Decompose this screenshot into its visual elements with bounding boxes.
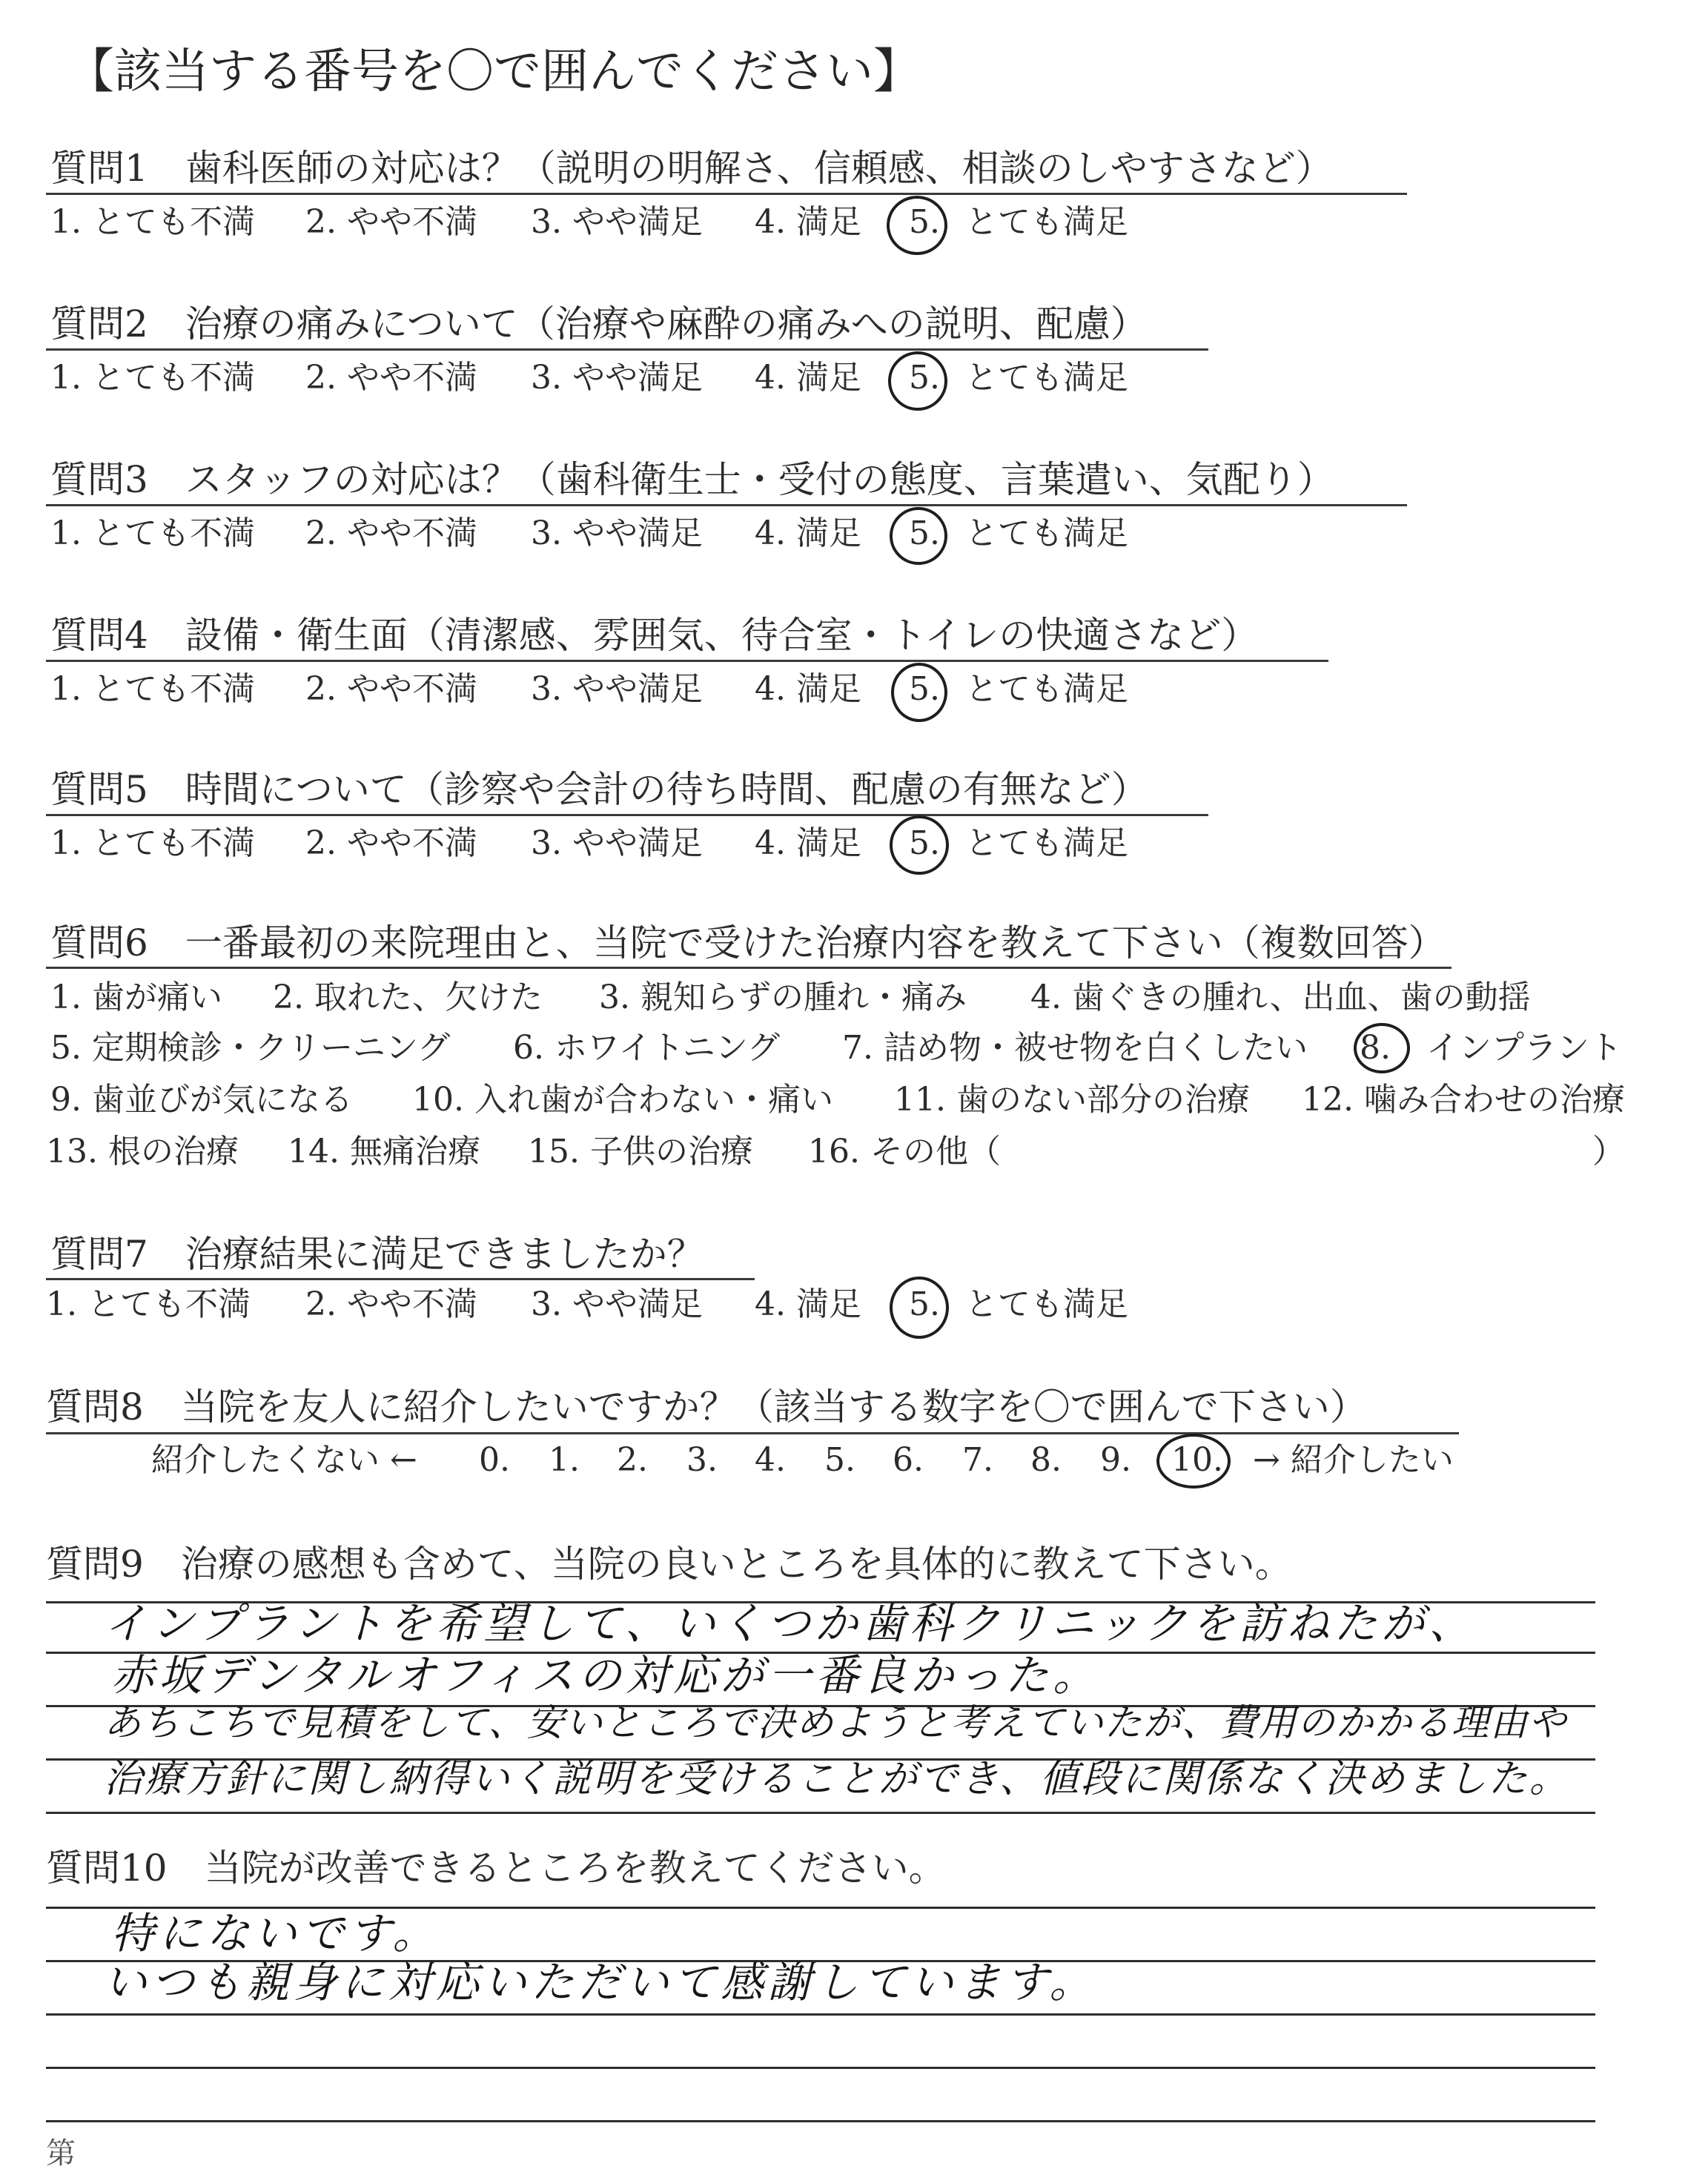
q3-option-3: 3. やや満足 — [531, 514, 703, 552]
q6-option-13: 13. 根の治療 — [46, 1133, 239, 1171]
q8-scale-9: 9. — [1100, 1441, 1131, 1479]
question-9-title: 質問9 治療の感想も含めて、当院の良いところを具体的に教えて下さい。 — [46, 1543, 1292, 1586]
q7-option-5: 5. — [909, 1285, 940, 1323]
question-10-title: 質問10 当院が改善できるところを教えてください。 — [46, 1847, 946, 1890]
question-3-underline — [46, 504, 1407, 506]
q6-option-1: 1. 歯が痛い — [50, 979, 222, 1016]
question-1-underline — [46, 193, 1407, 195]
q6-selection-circle — [1354, 1023, 1410, 1073]
question-7-title: 質問7 治療結果に満足できましたか？ — [50, 1233, 704, 1276]
question-6-title: 質問6 一番最初の来院理由と、当院で受けた治療内容を教えて下さい（複数回答） — [50, 921, 1446, 964]
q7-selection-circle — [890, 1277, 949, 1339]
question-7-underline — [46, 1278, 755, 1280]
q4-option-1: 1. とても不満 — [50, 670, 255, 708]
q2-option-3: 3. やや満足 — [531, 359, 703, 397]
q5-selection-circle — [890, 815, 949, 875]
q3-selection-circle — [890, 507, 947, 565]
q8-selection-circle — [1156, 1434, 1231, 1489]
q4-option-5-label: とても満足 — [965, 670, 1128, 708]
q1-option-5-label: とても満足 — [965, 203, 1128, 241]
q3-option-5-label: とても満足 — [965, 514, 1128, 552]
q8-scale-1: 1. — [549, 1441, 580, 1479]
question-5-underline — [46, 814, 1208, 816]
question-4-title: 質問4 設備・衛生面（清潔感、雰囲気、待合室・トイレの快適さなど） — [50, 614, 1259, 657]
q8-scale-0: 0. — [479, 1441, 510, 1479]
q8-scale-7: 7. — [962, 1441, 993, 1479]
q6-option-10: 10. 入れ歯が合わない・痛い — [412, 1081, 833, 1119]
q6-option-16: 16. その他（ — [808, 1133, 1001, 1171]
q10-answer-line-1: 特にないです。 — [111, 1908, 440, 1959]
q6-option-8-label: インプラント — [1426, 1029, 1622, 1067]
q1-option-4: 4. 満足 — [755, 203, 861, 241]
q2-option-4: 4. 満足 — [755, 359, 861, 397]
q2-option-5-label: とても満足 — [965, 359, 1128, 397]
q8-scale-8: 8. — [1030, 1441, 1062, 1479]
q6-option-16-close-paren: ） — [1592, 1133, 1625, 1171]
q5-option-5-label: とても満足 — [965, 824, 1128, 862]
footer-fragment: 第 — [46, 2136, 76, 2171]
q8-scale-10: 10. — [1171, 1441, 1223, 1479]
q6-option-5: 5. 定期検診・クリーニング — [50, 1029, 451, 1067]
q6-option-14: 14. 無痛治療 — [288, 1133, 480, 1171]
q3-option-4: 4. 満足 — [755, 514, 861, 552]
q5-option-2: 2. やや不満 — [305, 824, 477, 862]
q3-option-1: 1. とても不満 — [50, 514, 255, 552]
q7-option-4: 4. 満足 — [755, 1285, 861, 1323]
q8-scale-4: 4. — [755, 1441, 786, 1479]
q6-option-12: 12. 噛み合わせの治療 — [1302, 1081, 1625, 1119]
q7-option-3: 3. やや満足 — [531, 1285, 703, 1323]
q7-option-2: 2. やや不満 — [305, 1285, 477, 1323]
q3-option-2: 2. やや不満 — [305, 514, 477, 552]
q2-option-2: 2. やや不満 — [305, 359, 477, 397]
q1-option-5: 5. — [909, 203, 940, 241]
question-8-title: 質問8 当院を友人に紹介したいですか？（該当する数字を〇で囲んで下さい） — [46, 1385, 1367, 1428]
q4-option-5: 5. — [909, 670, 940, 708]
q6-option-3: 3. 親知らずの腫れ・痛み — [599, 979, 967, 1016]
q2-selection-circle — [888, 351, 947, 411]
q5-option-1: 1. とても不満 — [50, 824, 255, 862]
question-1-title: 質問1 歯科医師の対応は？（説明の明解さ、信頼感、相談のしやすさなど） — [50, 147, 1333, 190]
q6-option-2: 2. 取れた、欠けた — [273, 979, 543, 1016]
question-8-underline — [46, 1432, 1459, 1434]
q6-option-4: 4. 歯ぐきの腫れ、出血、歯の動揺 — [1030, 979, 1531, 1016]
q1-option-1: 1. とても不満 — [50, 203, 255, 241]
q9-ruled-line-5 — [46, 1812, 1595, 1814]
q9-answer-line-4: 治療方針に関し納得いく説明を受けることができ、値段に関係なく決めました。 — [104, 1757, 1570, 1801]
question-4-underline — [46, 660, 1328, 662]
q10-ruled-line-3 — [46, 2013, 1595, 2016]
q2-option-5: 5. — [909, 359, 940, 397]
q9-answer-line-1: インプラントを希望して、いくつか歯科クリニックを訪ねたが、 — [104, 1598, 1477, 1649]
q2-option-1: 1. とても不満 — [50, 359, 255, 397]
q1-option-2: 2. やや不満 — [305, 203, 477, 241]
q8-scale-3: 3. — [686, 1441, 718, 1479]
q5-option-3: 3. やや満足 — [531, 824, 703, 862]
question-3-title: 質問3 スタッフの対応は？（歯科衛生士・受付の態度、言葉遣い、気配り） — [50, 458, 1334, 501]
q10-ruled-line-5 — [46, 2120, 1595, 2122]
q8-right-label: → 紹介したい — [1253, 1441, 1454, 1479]
q1-selection-circle — [887, 196, 947, 255]
q3-option-5: 5. — [909, 514, 940, 552]
q9-answer-line-3: あちこちで見積をして、安いところで決めようと考えていたが、費用のかかる理由や — [104, 1701, 1567, 1744]
q8-scale-5: 5. — [824, 1441, 855, 1479]
q9-answer-line-2: 赤坂デンタルオフィスの対応が一番良かった。 — [111, 1650, 1101, 1701]
q8-left-label: 紹介したくない ← — [151, 1441, 417, 1479]
q6-option-11: 11. 歯のない部分の治療 — [894, 1081, 1250, 1119]
q5-option-4: 4. 満足 — [755, 824, 861, 862]
question-5-title: 質問5 時間について（診察や会計の待ち時間、配慮の有無など） — [50, 768, 1148, 811]
q5-option-5: 5. — [909, 824, 940, 862]
q1-option-3: 3. やや満足 — [531, 203, 703, 241]
q6-option-8: 8. — [1360, 1029, 1391, 1067]
q6-option-7: 7. 詰め物・被せ物を白くしたい — [842, 1029, 1308, 1067]
q8-scale-6: 6. — [893, 1441, 924, 1479]
question-2-title: 質問2 治療の痛みについて（治療や麻酔の痛みへの説明、配慮） — [50, 302, 1148, 345]
q4-option-2: 2. やや不満 — [305, 670, 477, 708]
q6-option-15: 15. 子供の治療 — [528, 1133, 753, 1171]
q10-ruled-line-4 — [46, 2067, 1595, 2069]
q4-option-4: 4. 満足 — [755, 670, 861, 708]
question-2-underline — [46, 348, 1208, 351]
q4-option-3: 3. やや満足 — [531, 670, 703, 708]
q8-scale-2: 2. — [617, 1441, 648, 1479]
form-title: 【該当する番号を〇で囲んでください】 — [67, 44, 921, 99]
q7-option-1: 1. とても不満 — [46, 1285, 251, 1323]
q6-option-9: 9. 歯並びが気になる — [50, 1081, 353, 1119]
question-6-underline — [46, 967, 1452, 969]
q10-answer-line-2: いつも親身に対応いただいて感謝しています。 — [104, 1957, 1097, 2007]
q7-option-5-label: とても満足 — [965, 1285, 1128, 1323]
q6-option-6: 6. ホワイトニング — [513, 1029, 781, 1067]
q4-selection-circle — [891, 663, 947, 722]
